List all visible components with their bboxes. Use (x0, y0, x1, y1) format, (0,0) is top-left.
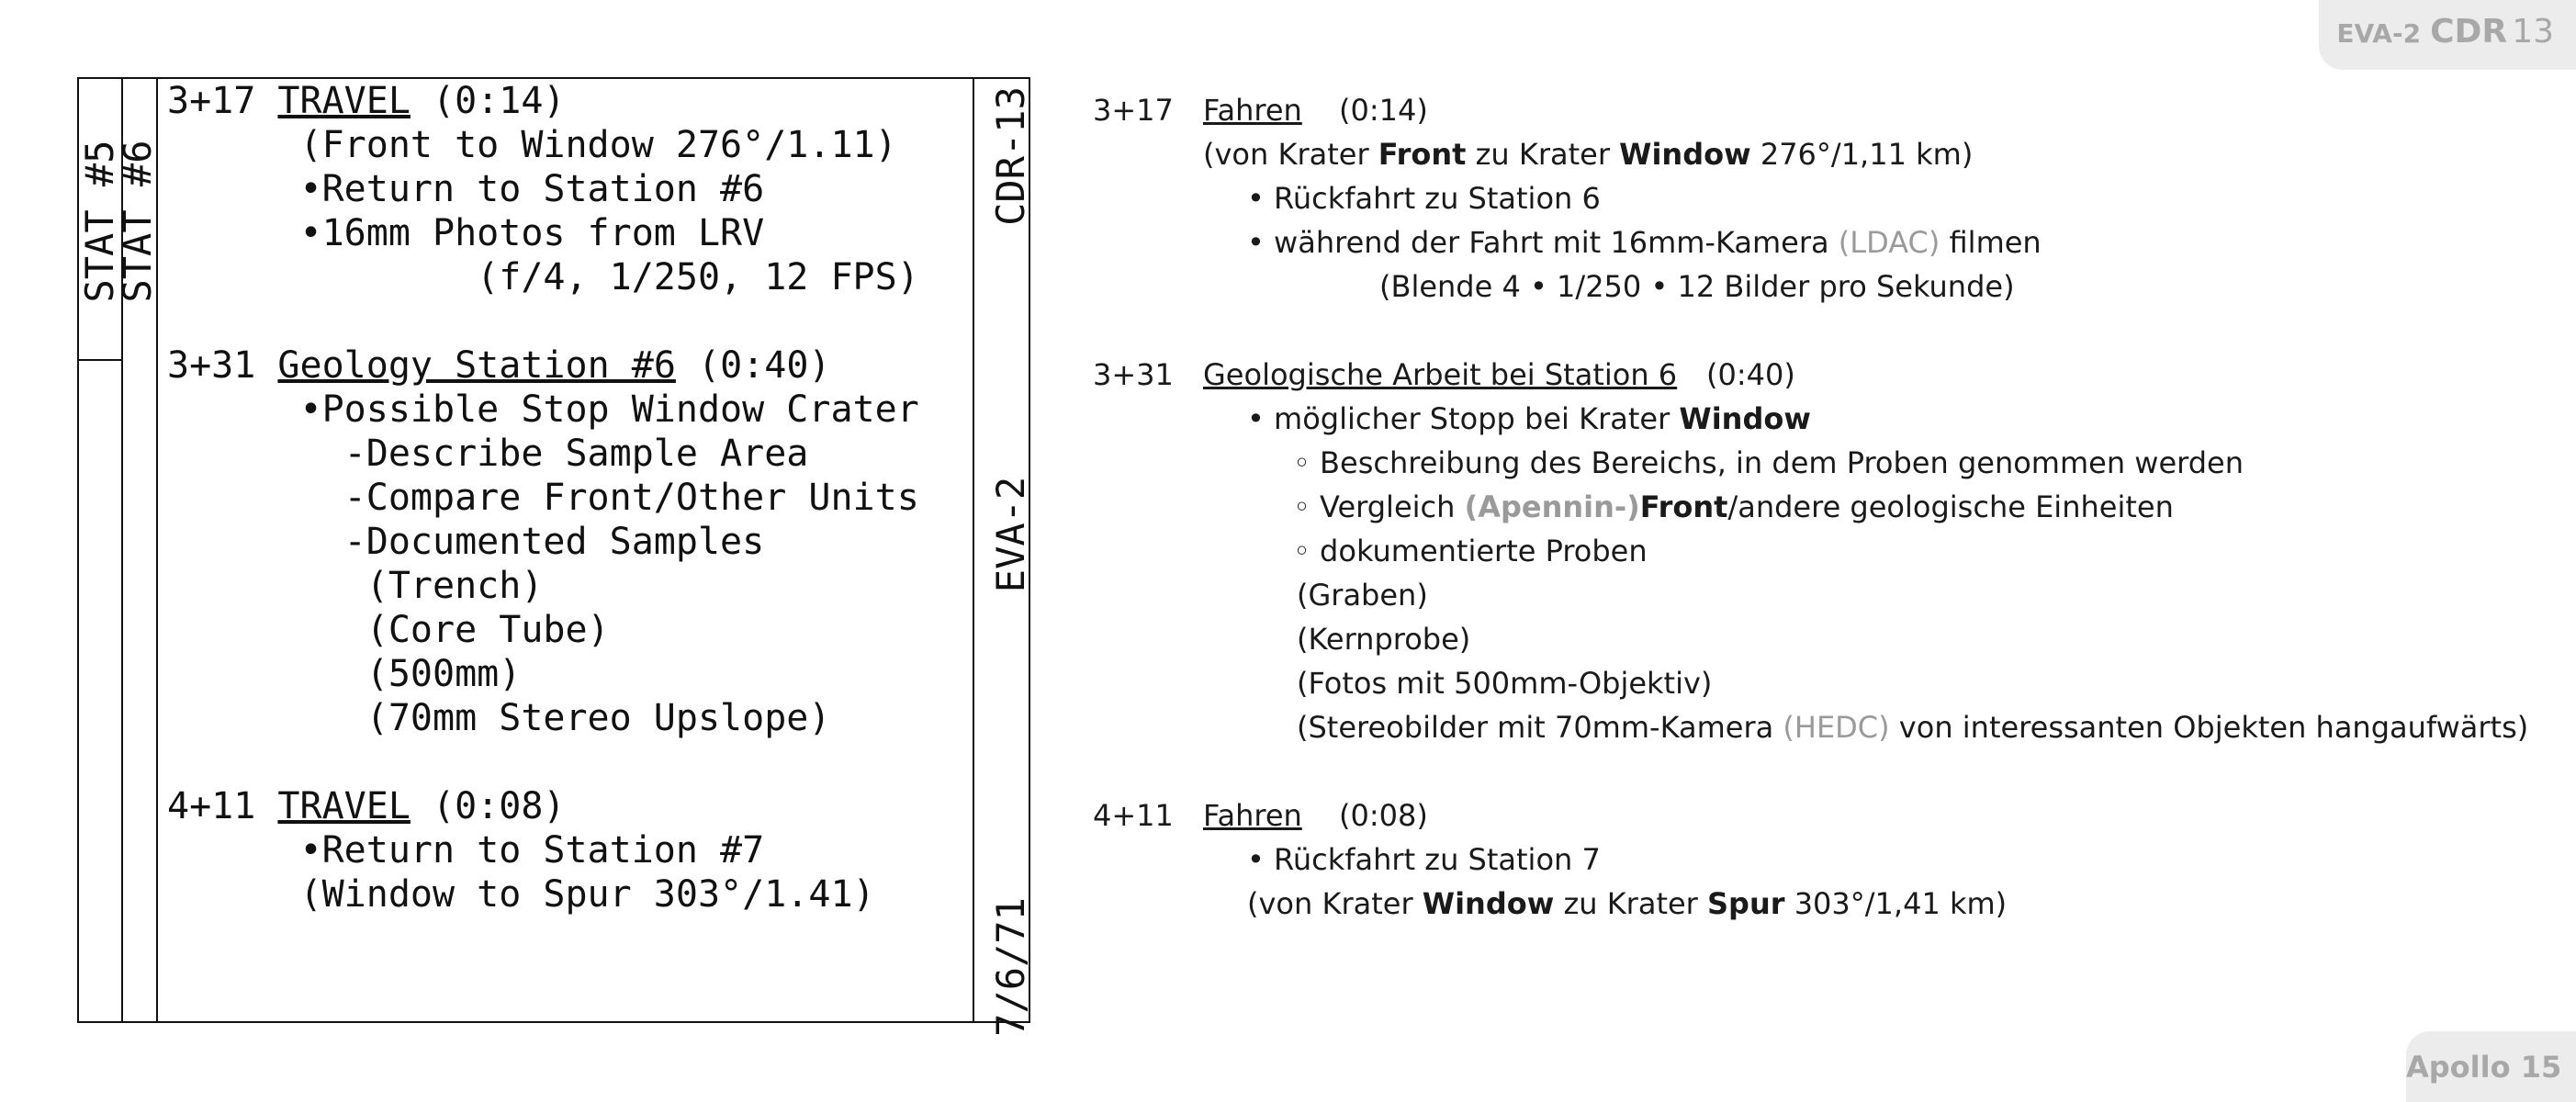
step-title: Geologische Arbeit bei Station 6 (1203, 357, 1678, 392)
right-margin-line (973, 79, 974, 1021)
checklist-step-header (167, 79, 972, 123)
checklist-line: (500mm) (167, 653, 522, 695)
translation-line: ◦ dokumentierte Proben (1293, 534, 1648, 568)
translation-line: (Fotos mit 500mm-Objektiv) (1297, 666, 1713, 701)
step-time: 3+31 (1093, 357, 1174, 392)
eva-label: EVA-2 (988, 476, 1033, 593)
checklist-line: -Documented Samples (167, 521, 765, 563)
mission-footer-tab (2406, 1031, 2576, 1102)
translation-step-header (1093, 88, 2558, 132)
checklist-line: -Compare Front/Other Units (167, 477, 919, 519)
translation-step-header (1093, 793, 2558, 838)
checklist-text (167, 79, 972, 916)
translation-step-header (1093, 353, 2558, 397)
step-duration: (0:08) (1339, 798, 1428, 833)
translation-line: • Rückfahrt zu Station 6 (1247, 181, 1601, 216)
checklist-step-header (167, 343, 972, 388)
stat5-label: STAT #5 (77, 140, 122, 303)
translation-line: (von Krater Front zu Krater Window 276°/1,11 km) (1203, 137, 1974, 172)
step-duration: (0:14) (1339, 93, 1428, 128)
stat6-label: STAT #6 (115, 140, 160, 303)
step-duration: (0:14) (410, 80, 566, 122)
translation-line: ◦ Beschreibung des Bereichs, in dem Proben genommen werden (1293, 445, 2244, 480)
page-header-tab (2319, 0, 2576, 70)
translation-line: (Blende 4 • 1/250 • 12 Bilder pro Sekunde) (1379, 269, 2015, 304)
translation-line: (von Krater Window zu Krater Spur 303°/1,41 km) (1247, 886, 2008, 921)
header-page-number: 13 (2512, 13, 2554, 51)
checklist-line: (Core Tube) (167, 609, 610, 651)
header-role: CDR (2430, 13, 2508, 51)
checklist-line: (Front to Window 276°/1.11) (167, 124, 897, 166)
translation-line: ◦ Vergleich (Apennin-)Front/andere geologische Einheiten (1293, 489, 2174, 524)
translation-line: • möglicher Stopp bei Krater Window (1247, 401, 1811, 436)
step-time: 3+17 (1093, 93, 1174, 128)
header-eva: EVA-2 (2336, 18, 2422, 49)
translation-line: (Stereobilder mit 70mm-Kamera (HEDC) von interessanten Objekten hangaufwärts) (1297, 710, 2529, 745)
checklist-line: -Describe Sample Area (167, 433, 809, 475)
step-duration: (0:08) (410, 785, 566, 827)
checklist-line: (70mm Stereo Upslope) (167, 697, 831, 739)
translation-panel (1093, 88, 2558, 926)
step-title: TRAVEL (277, 785, 411, 827)
step-time: 4+11 (167, 785, 256, 827)
checklist-line: •16mm Photos from LRV (167, 212, 765, 254)
checklist-step-header (167, 784, 972, 828)
step-duration: (0:40) (1706, 357, 1795, 392)
station-divider-line (79, 359, 121, 361)
checklist-line: (Trench) (167, 565, 544, 607)
checklist-line: •Possible Stop Window Crater (167, 388, 919, 431)
cdr-page-label: CDR-13 (988, 86, 1033, 226)
translation-line: • Rückfahrt zu Station 7 (1247, 842, 1601, 877)
step-title: Geology Station #6 (277, 344, 676, 387)
step-title: Fahren (1203, 93, 1302, 128)
checklist-line: •Return to Station #6 (167, 168, 765, 210)
step-title: Fahren (1203, 798, 1302, 833)
mission-name: Apollo 15 (2406, 1050, 2562, 1085)
step-title: TRAVEL (277, 80, 411, 122)
date-label: 7/6/71 (988, 897, 1033, 1037)
translation-line: (Kernprobe) (1297, 622, 1471, 657)
step-time: 3+31 (167, 344, 256, 387)
checklist-line: (Window to Spur 303°/1.41) (167, 873, 875, 916)
checklist-line: •Return to Station #7 (167, 829, 765, 871)
checklist-line: (f/4, 1/250, 12 FPS) (167, 256, 919, 298)
step-time: 3+17 (167, 80, 256, 122)
translation-line: • während der Fahrt mit 16mm-Kamera (LDAC) filmen (1247, 225, 2042, 260)
checklist-card (77, 77, 1033, 1037)
translation-line: (Graben) (1297, 578, 1428, 613)
step-time: 4+11 (1093, 798, 1174, 833)
step-duration: (0:40) (675, 344, 831, 387)
